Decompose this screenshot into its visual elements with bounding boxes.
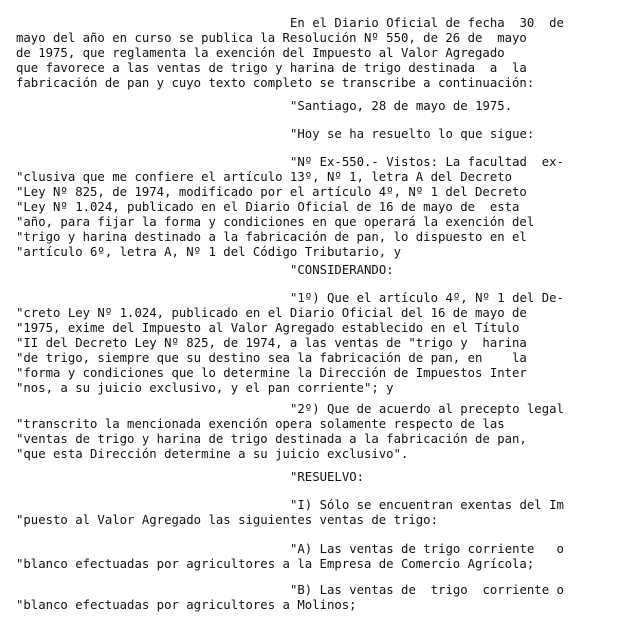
text-line: "B) Las ventas de trigo corriente o [290, 583, 564, 597]
text-line: "1º) Que el artículo 4º, Nº 1 del De- [290, 291, 564, 305]
text-line: "2º) Que de acuerdo al precepto legal [290, 402, 564, 416]
text-line: "puesto al Valor Agregado las siguientes ventas de trigo: [16, 513, 438, 527]
text-line: "artículo 6º, letra A, Nº 1 del Código Tributario, y [16, 245, 401, 259]
text-line: de 1975, que reglamenta la exención del Impuesto al Valor Agregado [16, 46, 505, 60]
text-line: "A) Las ventas de trigo corriente o [290, 542, 564, 556]
text-line: "año, para fijar la forma y condiciones en que operará la exención del [16, 215, 535, 229]
text-line: En el Diario Oficial de fecha 30 de [290, 16, 564, 30]
text-line: fabricación de pan y cuyo texto completo se transcribe a continuación: [16, 76, 535, 90]
text-line: "II del Decreto Ley Nº 825, de 1974, a las ventas de "trigo y harina [16, 336, 527, 350]
text-line: "1975, exime del Impuesto al Valor Agregado establecido en el Título [16, 321, 520, 335]
text-line: "blanco efectuadas por agricultores a la Empresa de Comercio Agrícola; [16, 557, 535, 571]
text-line: que favorece a las ventas de trigo y harina de trigo destinada a la [16, 61, 527, 75]
text-line: "ventas de trigo y harina de trigo destinada a la fabricación de pan, [16, 432, 527, 446]
text-line: "transcrito la mencionada exención opera solamente respecto de las [16, 417, 505, 431]
section-heading: "RESUELVO: [290, 470, 365, 484]
text-line: mayo del año en curso se publica la Resolución Nº 550, de 26 de mayo [16, 31, 527, 45]
text-line: "blanco efectuadas por agricultores a Molinos; [16, 598, 357, 612]
text-line: "forma y condiciones que lo determine la Dirección de Impuestos Inter [16, 366, 527, 380]
section-heading: "CONSIDERANDO: [290, 263, 394, 277]
text-line: "de trigo, siempre que su destino sea la fabricación de pan, en la [16, 351, 527, 365]
text-line: "Nº Ex-550.- Vistos: La facultad ex- [290, 155, 564, 169]
text-line: "Hoy se ha resuelto lo que sigue: [290, 127, 535, 141]
text-line: "creto Ley Nº 1.024, publicado en el Diario Oficial del 16 de mayo de [16, 306, 527, 320]
text-line: "trigo y harina destinado a la fabricación de pan, lo dispuesto en el [16, 230, 527, 244]
text-line: "I) Sólo se encuentran exentas del Im [290, 498, 564, 512]
text-line: "que esta Dirección determine a su juicio exclusivo". [16, 447, 409, 461]
dateline: "Santiago, 28 de mayo de 1975. [290, 99, 513, 113]
text-line: "nos, a su juicio exclusivo, y el pan corriente"; y [16, 381, 394, 395]
text-line: "clusiva que me confiere el artículo 13º, Nº 1, letra A del Decreto [16, 170, 513, 184]
text-line: "Ley Nº 825, de 1974, modificado por el artículo 4º, Nº 1 del Decreto [16, 185, 527, 199]
text-line: "Ley Nº 1.024, publicado en el Diario Oficial de 16 de mayo de esta [16, 200, 520, 214]
